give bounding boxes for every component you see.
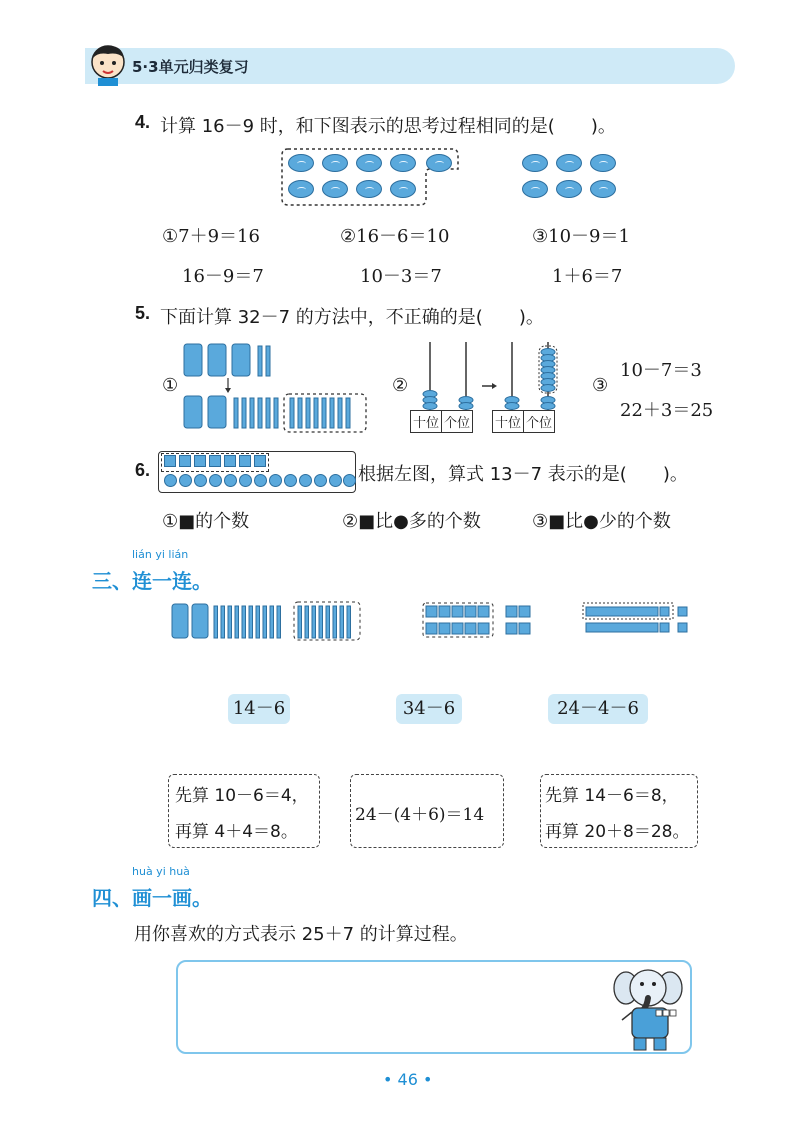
section4-title: 四、画一画。 [92, 886, 212, 910]
abacus-labels-before [410, 410, 473, 433]
place-label: 个位 [524, 410, 555, 433]
circle-icon [314, 474, 327, 487]
circle-icon [299, 474, 312, 487]
section4-pinyin: huà yi huà [132, 865, 190, 878]
q4-option-1-line1: ①7＋9＝16 [162, 226, 260, 247]
abacus-labels-after [492, 410, 555, 433]
circle-icon [164, 474, 177, 487]
q6-option-2: ②■比●多的个数 [342, 511, 481, 532]
match-figure-sticks [170, 600, 365, 642]
q5-text: 下面计算 32－7 的方法中，不正确的是( )。 [160, 307, 544, 328]
coin-icon [390, 154, 416, 172]
q6-figure [158, 451, 356, 493]
elephant-mascot-icon [612, 960, 692, 1058]
coin-icon [356, 180, 382, 198]
coin-icon [322, 154, 348, 172]
coin-icon [390, 180, 416, 198]
method-card-2[interactable] [350, 774, 504, 848]
coin-icon [556, 154, 582, 172]
page-number: • 46 • [383, 1070, 433, 1089]
circle-icon [209, 474, 222, 487]
circle-icon [343, 474, 356, 487]
section3-title: 三、连一连。 [92, 569, 212, 593]
match-figure-cubes [422, 602, 537, 640]
circle-icon [179, 474, 192, 487]
q5-option-1-mark: ① [162, 375, 179, 396]
q4-option-3-line2: 1＋6＝7 [552, 266, 623, 287]
q4-option-3-line1: ③10－9＝1 [532, 226, 630, 247]
coin-icon [590, 154, 616, 172]
q4-remaining-coins [520, 154, 620, 204]
q6-square-group [161, 453, 269, 472]
q5-number: 5. [135, 303, 151, 323]
coin-icon [288, 180, 314, 198]
q4-option-2-line1: ②16－6＝10 [340, 226, 450, 247]
q4-option-2-line2: 10－3＝7 [360, 266, 442, 287]
circle-icon [254, 474, 267, 487]
q6-number: 6. [135, 460, 151, 480]
coin-icon [590, 180, 616, 198]
coin-icon [356, 154, 382, 172]
q5-option-3-line2: 22＋3＝25 [620, 400, 714, 421]
place-label: 个位 [442, 410, 473, 433]
circle-icon [284, 474, 297, 487]
q5-option-3-line1: 10－7＝3 [620, 360, 702, 381]
expression-card-1[interactable]: 14－6 [228, 694, 290, 724]
circle-icon [194, 474, 207, 487]
q5-option-3-mark: ③ [592, 375, 609, 396]
method-3-line2: 再算 20＋8＝28。 [545, 822, 690, 842]
coin-icon [522, 180, 548, 198]
method-3-line1: 先算 14－6＝8， [545, 786, 679, 806]
coin-icon [426, 154, 452, 172]
circle-icon [239, 474, 252, 487]
circle-icon [269, 474, 282, 487]
circle-icon [224, 474, 237, 487]
coin-icon [522, 154, 548, 172]
q5-option-2-mark: ② [392, 375, 409, 396]
section3-pinyin: lián yi lián [132, 548, 189, 561]
q4-option-1-line2: 16－9＝7 [182, 266, 264, 287]
q4-dashed-group [280, 148, 460, 206]
section4-prompt: 用你喜欢的方式表示 25＋7 的计算过程。 [134, 924, 468, 945]
mascot-icon [88, 42, 128, 90]
method-card-3[interactable] [540, 774, 698, 848]
q6-option-1: ①■的个数 [162, 511, 250, 532]
header-title: 5·3单元归类复习 [132, 58, 249, 76]
method-1-line1: 先算 10－6＝4， [175, 786, 309, 806]
q5-option-1-figure [182, 340, 372, 435]
method-1-line2: 再算 4＋4＝8。 [175, 822, 298, 842]
coin-icon [556, 180, 582, 198]
expression-card-3[interactable]: 24－4－6 [548, 694, 648, 724]
q4-number: 4. [135, 112, 151, 132]
method-card-1[interactable] [168, 774, 320, 848]
place-label: 十位 [492, 410, 524, 433]
coin-icon [288, 154, 314, 172]
place-label: 十位 [410, 410, 442, 433]
q6-option-3: ③■比●少的个数 [532, 511, 671, 532]
method-2-line1: 24－(4＋6)＝14 [355, 805, 485, 825]
q4-text: 计算 16－9 时，和下图表示的思考过程相同的是( )。 [160, 116, 616, 137]
circle-icon [329, 474, 342, 487]
q6-text: 根据左图，算式 13－7 表示的是( )。 [358, 464, 688, 485]
q5-option-2-abacus [408, 340, 568, 435]
expression-card-2[interactable]: 34－6 [396, 694, 462, 724]
match-figure-rods [582, 602, 694, 640]
coin-icon [322, 180, 348, 198]
